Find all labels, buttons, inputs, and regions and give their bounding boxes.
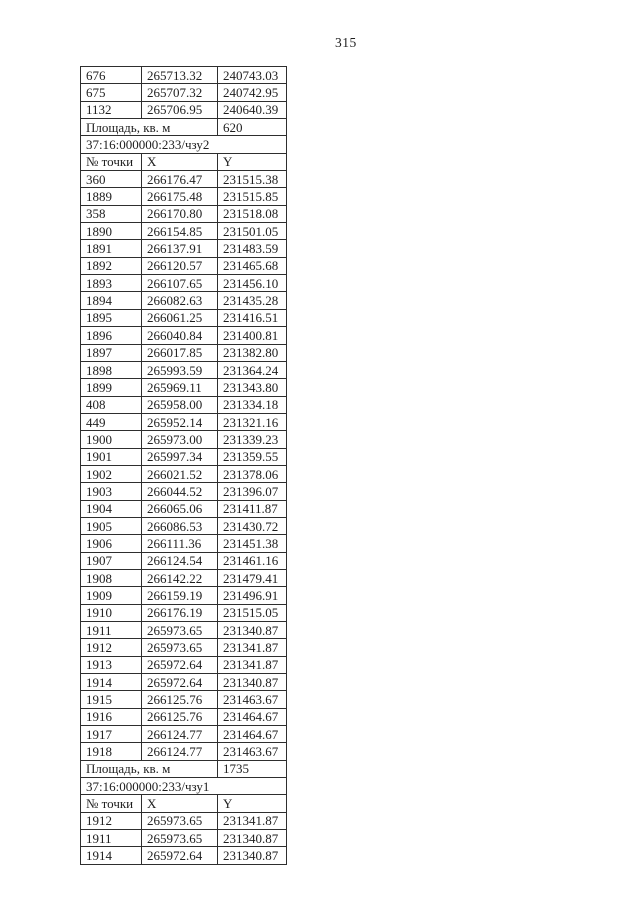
y-header-cell: Y bbox=[218, 153, 287, 170]
point-number-header-cell: № точки bbox=[81, 795, 142, 812]
x-coordinate-cell: 266082.63 bbox=[142, 292, 218, 309]
table-row bbox=[81, 431, 287, 448]
table-row bbox=[81, 517, 287, 534]
x-coordinate-cell: 265973.65 bbox=[142, 622, 218, 639]
point-number-cell: 1914 bbox=[81, 674, 142, 691]
y-coordinate-cell: 231515.05 bbox=[218, 604, 287, 621]
y-coordinate-cell: 231456.10 bbox=[218, 275, 287, 292]
point-number-cell: 1911 bbox=[81, 830, 142, 847]
x-coordinate-cell: 266044.52 bbox=[142, 483, 218, 500]
point-number-cell: 1897 bbox=[81, 344, 142, 361]
table-row bbox=[81, 691, 287, 708]
table-row bbox=[81, 240, 287, 257]
table-row bbox=[81, 205, 287, 222]
point-number-cell: 1911 bbox=[81, 622, 142, 639]
area-label-cell: Площадь, кв. м bbox=[81, 760, 218, 777]
table-row bbox=[81, 275, 287, 292]
point-number-cell: 1895 bbox=[81, 309, 142, 326]
x-coordinate-cell: 265969.11 bbox=[142, 379, 218, 396]
x-header-cell: X bbox=[142, 795, 218, 812]
table-row bbox=[81, 188, 287, 205]
table-row bbox=[81, 309, 287, 326]
point-number-cell: 675 bbox=[81, 84, 142, 101]
y-coordinate-cell: 231340.87 bbox=[218, 847, 287, 864]
x-coordinate-cell: 265952.14 bbox=[142, 413, 218, 430]
table-row bbox=[81, 67, 287, 84]
x-coordinate-cell: 266124.54 bbox=[142, 552, 218, 569]
coordinates-table-body bbox=[81, 67, 287, 865]
point-number-cell: 1903 bbox=[81, 483, 142, 500]
page-number: 315 bbox=[335, 35, 357, 50]
y-coordinate-cell: 231483.59 bbox=[218, 240, 287, 257]
coordinates-table bbox=[80, 66, 287, 865]
table-row bbox=[81, 327, 287, 344]
table-row bbox=[81, 413, 287, 430]
x-coordinate-cell: 265972.64 bbox=[142, 656, 218, 673]
y-coordinate-cell: 231378.06 bbox=[218, 465, 287, 482]
y-coordinate-cell: 231341.87 bbox=[218, 656, 287, 673]
y-header-cell: Y bbox=[218, 795, 287, 812]
table-row bbox=[81, 396, 287, 413]
area-row bbox=[81, 760, 287, 777]
table-row bbox=[81, 344, 287, 361]
point-number-cell: 676 bbox=[81, 67, 142, 84]
x-coordinate-cell: 266086.53 bbox=[142, 517, 218, 534]
point-number-cell: 1916 bbox=[81, 708, 142, 725]
point-number-cell: 1901 bbox=[81, 448, 142, 465]
y-coordinate-cell: 240743.03 bbox=[218, 67, 287, 84]
x-coordinate-cell: 266154.85 bbox=[142, 223, 218, 240]
x-coordinate-cell: 265993.59 bbox=[142, 361, 218, 378]
y-coordinate-cell: 231461.16 bbox=[218, 552, 287, 569]
table-row bbox=[81, 171, 287, 188]
x-coordinate-cell: 266120.57 bbox=[142, 257, 218, 274]
point-number-cell: 1913 bbox=[81, 656, 142, 673]
x-coordinate-cell: 265972.64 bbox=[142, 847, 218, 864]
y-coordinate-cell: 231435.28 bbox=[218, 292, 287, 309]
x-coordinate-cell: 266137.91 bbox=[142, 240, 218, 257]
x-coordinate-cell: 265713.32 bbox=[142, 67, 218, 84]
table-row bbox=[81, 361, 287, 378]
table-row bbox=[81, 639, 287, 656]
point-number-cell: 1890 bbox=[81, 223, 142, 240]
y-coordinate-cell: 231334.18 bbox=[218, 396, 287, 413]
area-value-cell: 1735 bbox=[218, 760, 287, 777]
area-value-cell: 620 bbox=[218, 119, 287, 136]
point-number-cell: 1893 bbox=[81, 275, 142, 292]
y-coordinate-cell: 231496.91 bbox=[218, 587, 287, 604]
table-row bbox=[81, 656, 287, 673]
x-coordinate-cell: 266159.19 bbox=[142, 587, 218, 604]
table-row bbox=[81, 448, 287, 465]
y-coordinate-cell: 231364.24 bbox=[218, 361, 287, 378]
area-label-cell: Площадь, кв. м bbox=[81, 119, 218, 136]
point-number-cell: 1899 bbox=[81, 379, 142, 396]
point-number-cell: 1908 bbox=[81, 569, 142, 586]
x-coordinate-cell: 265997.34 bbox=[142, 448, 218, 465]
point-number-cell: 1898 bbox=[81, 361, 142, 378]
y-coordinate-cell: 231396.07 bbox=[218, 483, 287, 500]
point-number-cell: 1891 bbox=[81, 240, 142, 257]
table-row bbox=[81, 257, 287, 274]
x-coordinate-cell: 265973.65 bbox=[142, 639, 218, 656]
y-coordinate-cell: 231339.23 bbox=[218, 431, 287, 448]
y-coordinate-cell: 231343.80 bbox=[218, 379, 287, 396]
y-coordinate-cell: 240640.39 bbox=[218, 101, 287, 118]
table-row bbox=[81, 743, 287, 760]
column-header-row bbox=[81, 153, 287, 170]
parcel-label-cell: 37:16:000000:233/чзу2 bbox=[81, 136, 287, 153]
point-number-cell: 1902 bbox=[81, 465, 142, 482]
table-row bbox=[81, 587, 287, 604]
point-number-cell: 1910 bbox=[81, 604, 142, 621]
point-number-cell: 1915 bbox=[81, 691, 142, 708]
table-row bbox=[81, 465, 287, 482]
x-coordinate-cell: 266175.48 bbox=[142, 188, 218, 205]
table-row bbox=[81, 483, 287, 500]
y-coordinate-cell: 231340.87 bbox=[218, 830, 287, 847]
x-coordinate-cell: 266111.36 bbox=[142, 535, 218, 552]
x-coordinate-cell: 266176.19 bbox=[142, 604, 218, 621]
table-row bbox=[81, 726, 287, 743]
area-row bbox=[81, 119, 287, 136]
table-row bbox=[81, 84, 287, 101]
point-number-cell: 1905 bbox=[81, 517, 142, 534]
table-row bbox=[81, 500, 287, 517]
x-coordinate-cell: 266170.80 bbox=[142, 205, 218, 222]
y-coordinate-cell: 231463.67 bbox=[218, 743, 287, 760]
point-number-cell: 358 bbox=[81, 205, 142, 222]
point-number-cell: 408 bbox=[81, 396, 142, 413]
point-number-cell: 1896 bbox=[81, 327, 142, 344]
y-coordinate-cell: 231359.55 bbox=[218, 448, 287, 465]
y-coordinate-cell: 231321.16 bbox=[218, 413, 287, 430]
x-coordinate-cell: 266017.85 bbox=[142, 344, 218, 361]
x-coordinate-cell: 266021.52 bbox=[142, 465, 218, 482]
x-coordinate-cell: 265973.65 bbox=[142, 812, 218, 829]
table-row bbox=[81, 674, 287, 691]
parcel-label-cell: 37:16:000000:233/чзу1 bbox=[81, 778, 287, 795]
x-coordinate-cell: 266040.84 bbox=[142, 327, 218, 344]
x-coordinate-cell: 265707.32 bbox=[142, 84, 218, 101]
y-coordinate-cell: 231515.38 bbox=[218, 171, 287, 188]
point-number-cell: 1918 bbox=[81, 743, 142, 760]
y-coordinate-cell: 231465.68 bbox=[218, 257, 287, 274]
table-row bbox=[81, 847, 287, 864]
x-coordinate-cell: 266125.76 bbox=[142, 708, 218, 725]
x-coordinate-cell: 266142.22 bbox=[142, 569, 218, 586]
parcel-row bbox=[81, 136, 287, 153]
y-coordinate-cell: 231400.81 bbox=[218, 327, 287, 344]
point-number-cell: 1906 bbox=[81, 535, 142, 552]
table-row bbox=[81, 569, 287, 586]
point-number-cell: 1912 bbox=[81, 812, 142, 829]
x-coordinate-cell: 265972.64 bbox=[142, 674, 218, 691]
table-row bbox=[81, 622, 287, 639]
y-coordinate-cell: 231451.38 bbox=[218, 535, 287, 552]
y-coordinate-cell: 231382.80 bbox=[218, 344, 287, 361]
table-row bbox=[81, 292, 287, 309]
table-row bbox=[81, 830, 287, 847]
point-number-cell: 1894 bbox=[81, 292, 142, 309]
table-row bbox=[81, 604, 287, 621]
point-number-cell: 1914 bbox=[81, 847, 142, 864]
x-coordinate-cell: 266061.25 bbox=[142, 309, 218, 326]
y-coordinate-cell: 231518.08 bbox=[218, 205, 287, 222]
x-coordinate-cell: 266124.77 bbox=[142, 726, 218, 743]
y-coordinate-cell: 231411.87 bbox=[218, 500, 287, 517]
x-coordinate-cell: 266176.47 bbox=[142, 171, 218, 188]
table-row bbox=[81, 812, 287, 829]
table-row bbox=[81, 101, 287, 118]
point-number-cell: 360 bbox=[81, 171, 142, 188]
table-row bbox=[81, 379, 287, 396]
x-coordinate-cell: 266125.76 bbox=[142, 691, 218, 708]
table-row bbox=[81, 535, 287, 552]
y-coordinate-cell: 231515.85 bbox=[218, 188, 287, 205]
point-number-cell: 1892 bbox=[81, 257, 142, 274]
y-coordinate-cell: 231340.87 bbox=[218, 622, 287, 639]
parcel-row bbox=[81, 778, 287, 795]
point-number-header-cell: № точки bbox=[81, 153, 142, 170]
y-coordinate-cell: 231464.67 bbox=[218, 708, 287, 725]
column-header-row bbox=[81, 795, 287, 812]
x-coordinate-cell: 266065.06 bbox=[142, 500, 218, 517]
x-coordinate-cell: 265973.65 bbox=[142, 830, 218, 847]
point-number-cell: 449 bbox=[81, 413, 142, 430]
point-number-cell: 1907 bbox=[81, 552, 142, 569]
point-number-cell: 1132 bbox=[81, 101, 142, 118]
y-coordinate-cell: 231464.67 bbox=[218, 726, 287, 743]
y-coordinate-cell: 231430.72 bbox=[218, 517, 287, 534]
x-coordinate-cell: 265973.00 bbox=[142, 431, 218, 448]
point-number-cell: 1904 bbox=[81, 500, 142, 517]
point-number-cell: 1900 bbox=[81, 431, 142, 448]
point-number-cell: 1889 bbox=[81, 188, 142, 205]
table-row bbox=[81, 223, 287, 240]
table-row bbox=[81, 552, 287, 569]
y-coordinate-cell: 231479.41 bbox=[218, 569, 287, 586]
x-coordinate-cell: 266107.65 bbox=[142, 275, 218, 292]
x-coordinate-cell: 265706.95 bbox=[142, 101, 218, 118]
y-coordinate-cell: 231416.51 bbox=[218, 309, 287, 326]
point-number-cell: 1912 bbox=[81, 639, 142, 656]
y-coordinate-cell: 231341.87 bbox=[218, 639, 287, 656]
x-header-cell: X bbox=[142, 153, 218, 170]
point-number-cell: 1917 bbox=[81, 726, 142, 743]
y-coordinate-cell: 231340.87 bbox=[218, 674, 287, 691]
y-coordinate-cell: 231341.87 bbox=[218, 812, 287, 829]
point-number-cell: 1909 bbox=[81, 587, 142, 604]
table-row bbox=[81, 708, 287, 725]
y-coordinate-cell: 231463.67 bbox=[218, 691, 287, 708]
y-coordinate-cell: 240742.95 bbox=[218, 84, 287, 101]
x-coordinate-cell: 265958.00 bbox=[142, 396, 218, 413]
x-coordinate-cell: 266124.77 bbox=[142, 743, 218, 760]
y-coordinate-cell: 231501.05 bbox=[218, 223, 287, 240]
